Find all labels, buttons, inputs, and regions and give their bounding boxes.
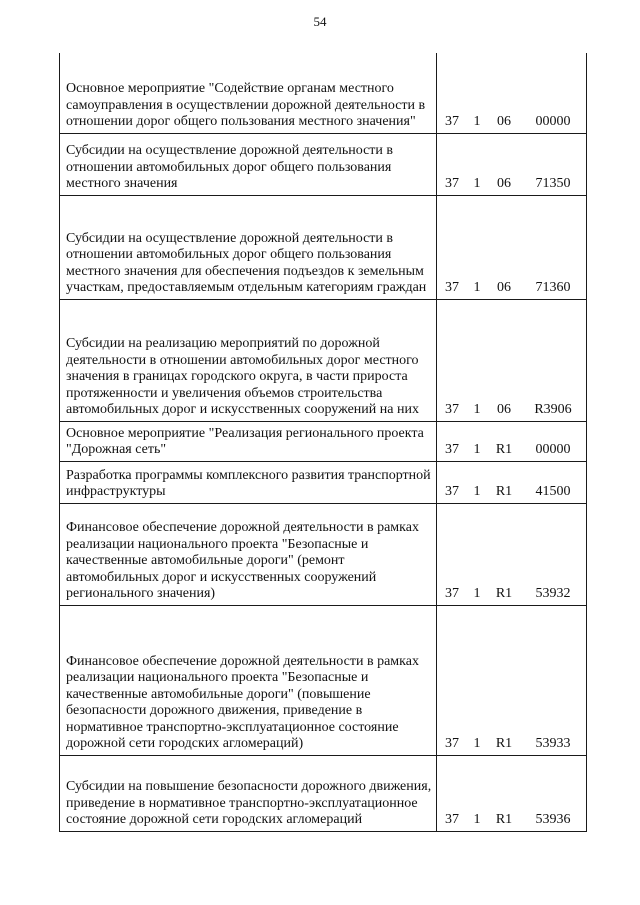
row-description: Разработка программы комплексного развития транспортной инфраструктуры: [60, 461, 437, 503]
row-description: Субсидии на осуществление дорожной деятельности в отношении автомобильных дорог общего пользования местного значения: [60, 133, 437, 195]
table-row: [60, 605, 587, 755]
row-description: Субсидии на повышение безопасности дорожного движения, приведение в нормативное транспортно-эксплуатационное состояние дорожной сети городских агломераций: [60, 755, 437, 831]
direction-code: 41500: [535, 484, 571, 499]
subprogram-code: 1: [473, 736, 481, 751]
direction-code: 53936: [535, 812, 571, 827]
program-code: 37: [445, 484, 459, 499]
table-row: [60, 53, 587, 133]
program-code: 37: [445, 280, 459, 295]
program-code: 37: [445, 736, 459, 751]
subprogram-code: 1: [473, 812, 481, 827]
row-description: Субсидии на осуществление дорожной деятельности в отношении автомобильных дорог общего пользования местного значения для обеспечения подъездов к земельным участкам, предоставляемым отдельным категориям граждан: [60, 195, 437, 299]
row-codes: [437, 195, 587, 299]
subprogram-code: 1: [473, 586, 481, 601]
direction-code: 71350: [535, 176, 571, 191]
table-row: [60, 461, 587, 503]
main-activity-code: R1: [495, 812, 513, 827]
main-activity-code: R1: [495, 736, 513, 751]
row-codes: [437, 421, 587, 461]
main-activity-code: 06: [497, 402, 511, 417]
direction-code: 71360: [535, 280, 571, 295]
main-activity-code: 06: [497, 176, 511, 191]
row-codes: [437, 53, 587, 133]
direction-code: 00000: [535, 442, 571, 457]
program-code: 37: [445, 402, 459, 417]
row-codes: [437, 461, 587, 503]
row-codes: [437, 503, 587, 605]
direction-code: 00000: [535, 114, 571, 129]
direction-code: 53933: [535, 736, 571, 751]
row-description: Финансовое обеспечение дорожной деятельности в рамках реализации национального проекта "Безопасные и качественные автомобильные дороги" (ремонт автомобильных дорог и искусственных сооружений регионального значения): [60, 503, 437, 605]
main-activity-code: R1: [495, 586, 513, 601]
page-number: 54: [313, 14, 327, 29]
direction-code: R3906: [534, 402, 572, 417]
table-row: [60, 195, 587, 299]
subprogram-code: 1: [473, 402, 481, 417]
main-activity-code: 06: [497, 280, 511, 295]
row-description: Финансовое обеспечение дорожной деятельности в рамках реализации национального проекта "Безопасные и качественные автомобильные дороги" (повышение безопасности дорожного движения, приведение в нормативное транспортно-эксплуатационное состояние дорожной сети городских агломераций): [60, 605, 437, 755]
program-code: 37: [445, 442, 459, 457]
row-description: Основное мероприятие "Реализация регионального проекта "Дорожная сеть": [60, 421, 437, 461]
program-code: 37: [445, 586, 459, 601]
row-codes: [437, 299, 587, 421]
row-description: Субсидии на реализацию мероприятий по дорожной деятельности в отношении автомобильных дорог местного значения в границах городского округа, в части прироста протяженности и увеличения объемов строительства автомобильных дорог и искусственных сооружений на них: [60, 299, 437, 421]
program-code: 37: [445, 114, 459, 129]
table-row: [60, 503, 587, 605]
program-code: 37: [445, 176, 459, 191]
budget-classification-table: [59, 53, 587, 832]
table-row: [60, 755, 587, 831]
program-code: 37: [445, 812, 459, 827]
main-activity-code: 06: [497, 114, 511, 129]
row-description: Основное мероприятие "Содействие органам местного самоуправления в осуществлении дорожной деятельности в отношении дорог общего пользования местного значения": [60, 53, 437, 133]
main-activity-code: R1: [495, 442, 513, 457]
table-row: [60, 421, 587, 461]
subprogram-code: 1: [473, 176, 481, 191]
row-codes: [437, 133, 587, 195]
row-codes: [437, 605, 587, 755]
table-row: [60, 299, 587, 421]
main-activity-code: R1: [495, 484, 513, 499]
subprogram-code: 1: [473, 280, 481, 295]
subprogram-code: 1: [473, 442, 481, 457]
row-codes: [437, 755, 587, 831]
direction-code: 53932: [535, 586, 571, 601]
subprogram-code: 1: [473, 484, 481, 499]
table-row: [60, 133, 587, 195]
subprogram-code: 1: [473, 114, 481, 129]
